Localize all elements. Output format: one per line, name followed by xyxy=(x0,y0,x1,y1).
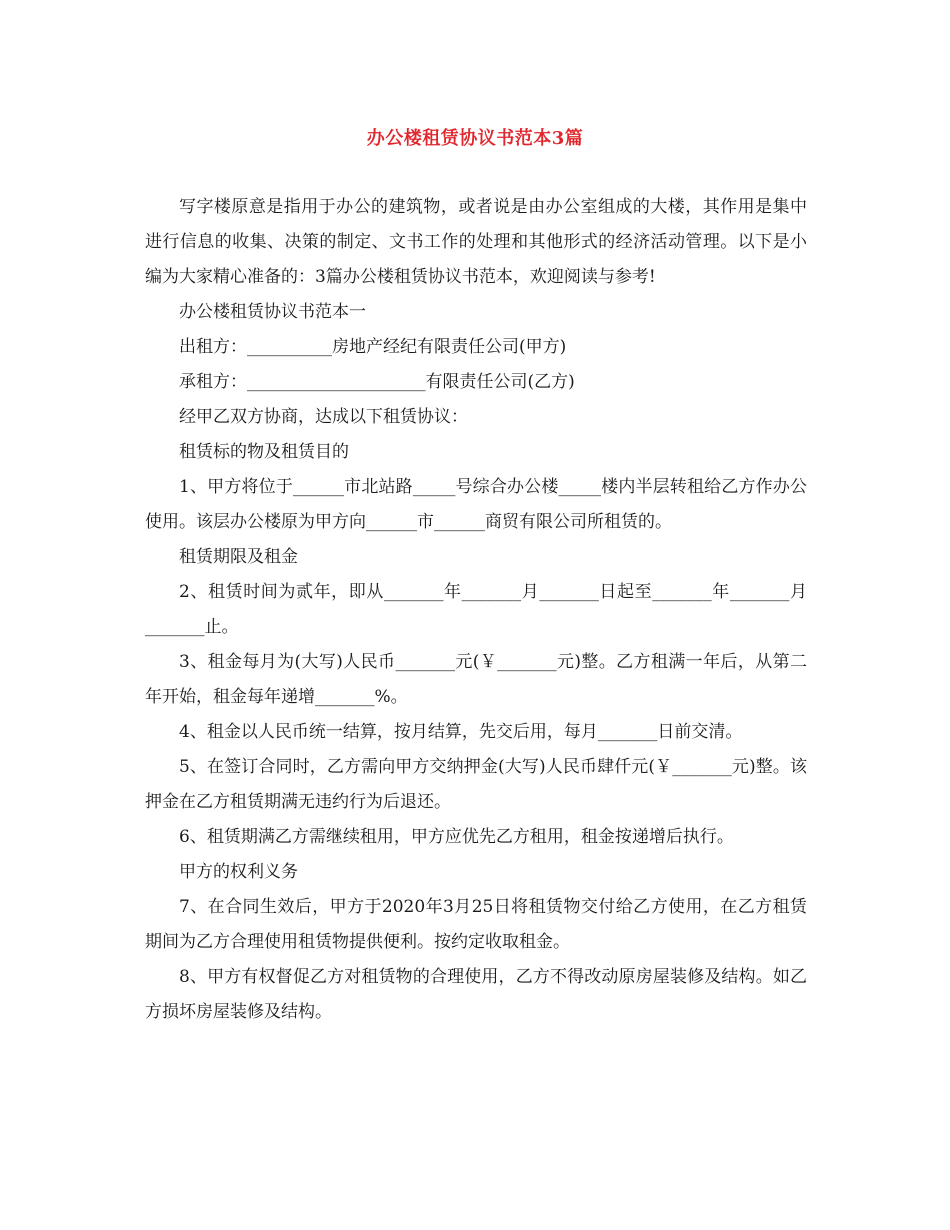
section-heading: 办公楼租赁协议书范本一 xyxy=(179,302,366,322)
clause-paragraph: 6、租赁期满乙方需继续租用，甲方应优先乙方租用，租金按递增后执行。 xyxy=(179,827,734,847)
clause-paragraph: 3、租金每月为(大写)人民币_______元(￥_______元)整。乙方租满一年后，从第二年开始，租金每年递增_______%。 xyxy=(145,652,807,707)
subsection-heading: 甲方的权利义务 xyxy=(179,862,298,882)
clause-paragraph: 1、甲方将位于______市北站路_____号综合办公楼_____楼内半层转租给乙方作办公使用。该层办公楼原为甲方向______市______商贸有限公司所租赁的。 xyxy=(145,477,807,532)
lessor-line: 出租方：__________房地产经纪有限责任公司(甲方) xyxy=(179,337,567,357)
intro-paragraph: 写字楼原意是指用于办公的建筑物，或者说是由办公室组成的大楼，其作用是集中进行信息的收集、决策的制定、文书工作的处理和其他形式的经济活动管理。以下是小编为大家精心准备的：3篇办公楼租赁协议书范本，欢迎阅读与参考! xyxy=(145,197,807,287)
clause-paragraph: 5、在签订合同时，乙方需向甲方交纳押金(大写)人民币肆仟元(￥_______元)整。该押金在乙方租赁期满无违约行为后退还。 xyxy=(145,757,807,812)
document-title: 办公楼租赁协议书范本3篇 xyxy=(366,128,584,149)
lessee-line: 承租方：_____________________有限责任公司(乙方) xyxy=(179,372,575,392)
clause-paragraph: 7、在合同生效后，甲方于2020年3月25日将租赁物交付给乙方使用，在乙方租赁期间为乙方合理使用租赁物提供便利。按约定收取租金。 xyxy=(145,897,807,952)
agreement-intro: 经甲乙双方协商，达成以下租赁协议： xyxy=(179,407,468,427)
document-body xyxy=(145,190,807,1030)
clause-paragraph: 2、租赁时间为贰年，即从_______年_______月_______日起至_______年_______月_______止。 xyxy=(145,582,807,637)
subsection-heading: 租赁标的物及租赁目的 xyxy=(179,442,349,462)
clause-paragraph: 4、租金以人民币统一结算，按月结算，先交后用，每月_______日前交清。 xyxy=(179,722,743,742)
subsection-heading: 租赁期限及租金 xyxy=(179,547,298,567)
clause-paragraph: 8、甲方有权督促乙方对租赁物的合理使用，乙方不得改动原房屋装修及结构。如乙方损坏房屋装修及结构。 xyxy=(145,967,807,1022)
